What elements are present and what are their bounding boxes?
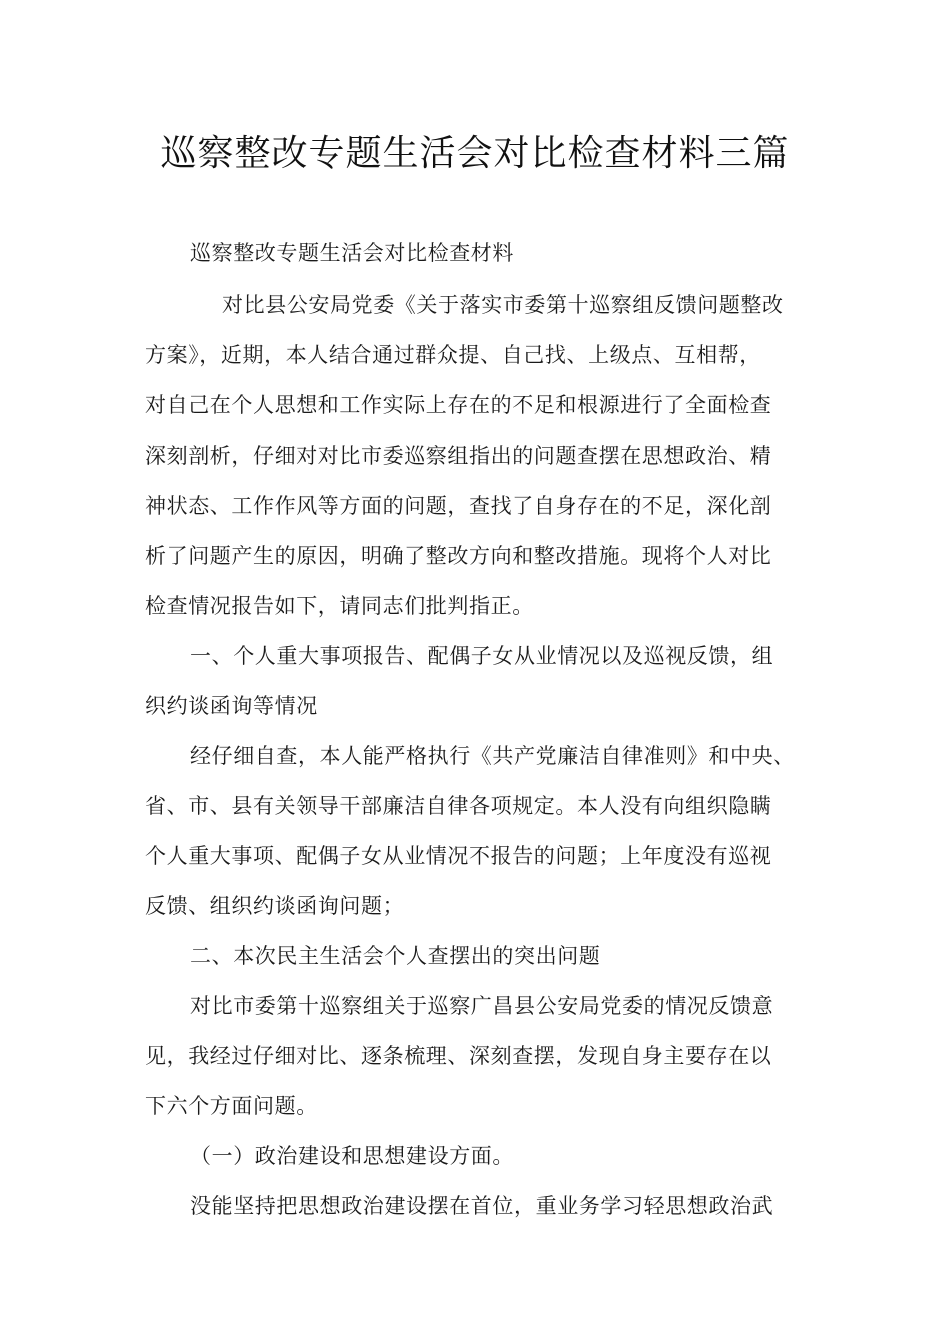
subsection-heading-line: （一）政治建设和思想建设方面。 bbox=[190, 1144, 514, 1168]
paragraph-line: 个人重大事项、配偶子女从业情况不报告的问题；上年度没有巡视 bbox=[145, 844, 772, 868]
document-title: 巡察整改专题生活会对比检查材料三篇 bbox=[160, 133, 790, 174]
paragraph-line: 见，我经过仔细对比、逐条梳理、深刻查摆，发现自身主要存在以 bbox=[145, 1044, 772, 1068]
paragraph-line: 没能坚持把思想政治建设摆在首位，重业务学习轻思想政治武 bbox=[190, 1194, 774, 1218]
paragraph-line: 对比县公安局党委《关于落实市委第十巡察组反馈问题整改 bbox=[222, 293, 784, 317]
paragraph-line: 深刻剖析，仔细对对比市委巡察组指出的问题查摆在思想政治、精 bbox=[145, 444, 772, 468]
subtitle-line: 巡察整改专题生活会对比检查材料 bbox=[190, 241, 514, 265]
paragraph-line: 析了问题产生的原因，明确了整改方向和整改措施。现将个人对比 bbox=[145, 544, 772, 568]
section-heading-line: 二、本次民主生活会个人查摆出的突出问题 bbox=[190, 944, 601, 968]
paragraph-line: 检查情况报告如下，请同志们批判指正。 bbox=[145, 594, 534, 618]
paragraph-line: 神状态、工作作风等方面的问题，查找了自身存在的不足，深化剖 bbox=[145, 494, 772, 518]
section-heading-line: 一、个人重大事项报告、配偶子女从业情况以及巡视反馈，组 bbox=[190, 644, 774, 668]
paragraph-line: 下六个方面问题。 bbox=[145, 1094, 318, 1118]
paragraph-line: 省、市、县有关领导干部廉洁自律各项规定。本人没有向组织隐瞒 bbox=[145, 794, 772, 818]
paragraph-line: 经仔细自查，本人能严格执行《共产党廉洁自律准则》和中央、 bbox=[190, 744, 795, 768]
section-heading-line: 织约谈函询等情况 bbox=[145, 694, 318, 718]
paragraph-line: 反馈、组织约谈函询问题； bbox=[145, 894, 405, 918]
paragraph-line: 方案》，近期，本人结合通过群众提、自己找、上级点、互相帮， bbox=[145, 343, 761, 367]
paragraph-line: 对自己在个人思想和工作实际上存在的不足和根源进行了全面检查 bbox=[145, 393, 772, 417]
paragraph-line: 对比市委第十巡察组关于巡察广昌县公安局党委的情况反馈意 bbox=[190, 994, 774, 1018]
